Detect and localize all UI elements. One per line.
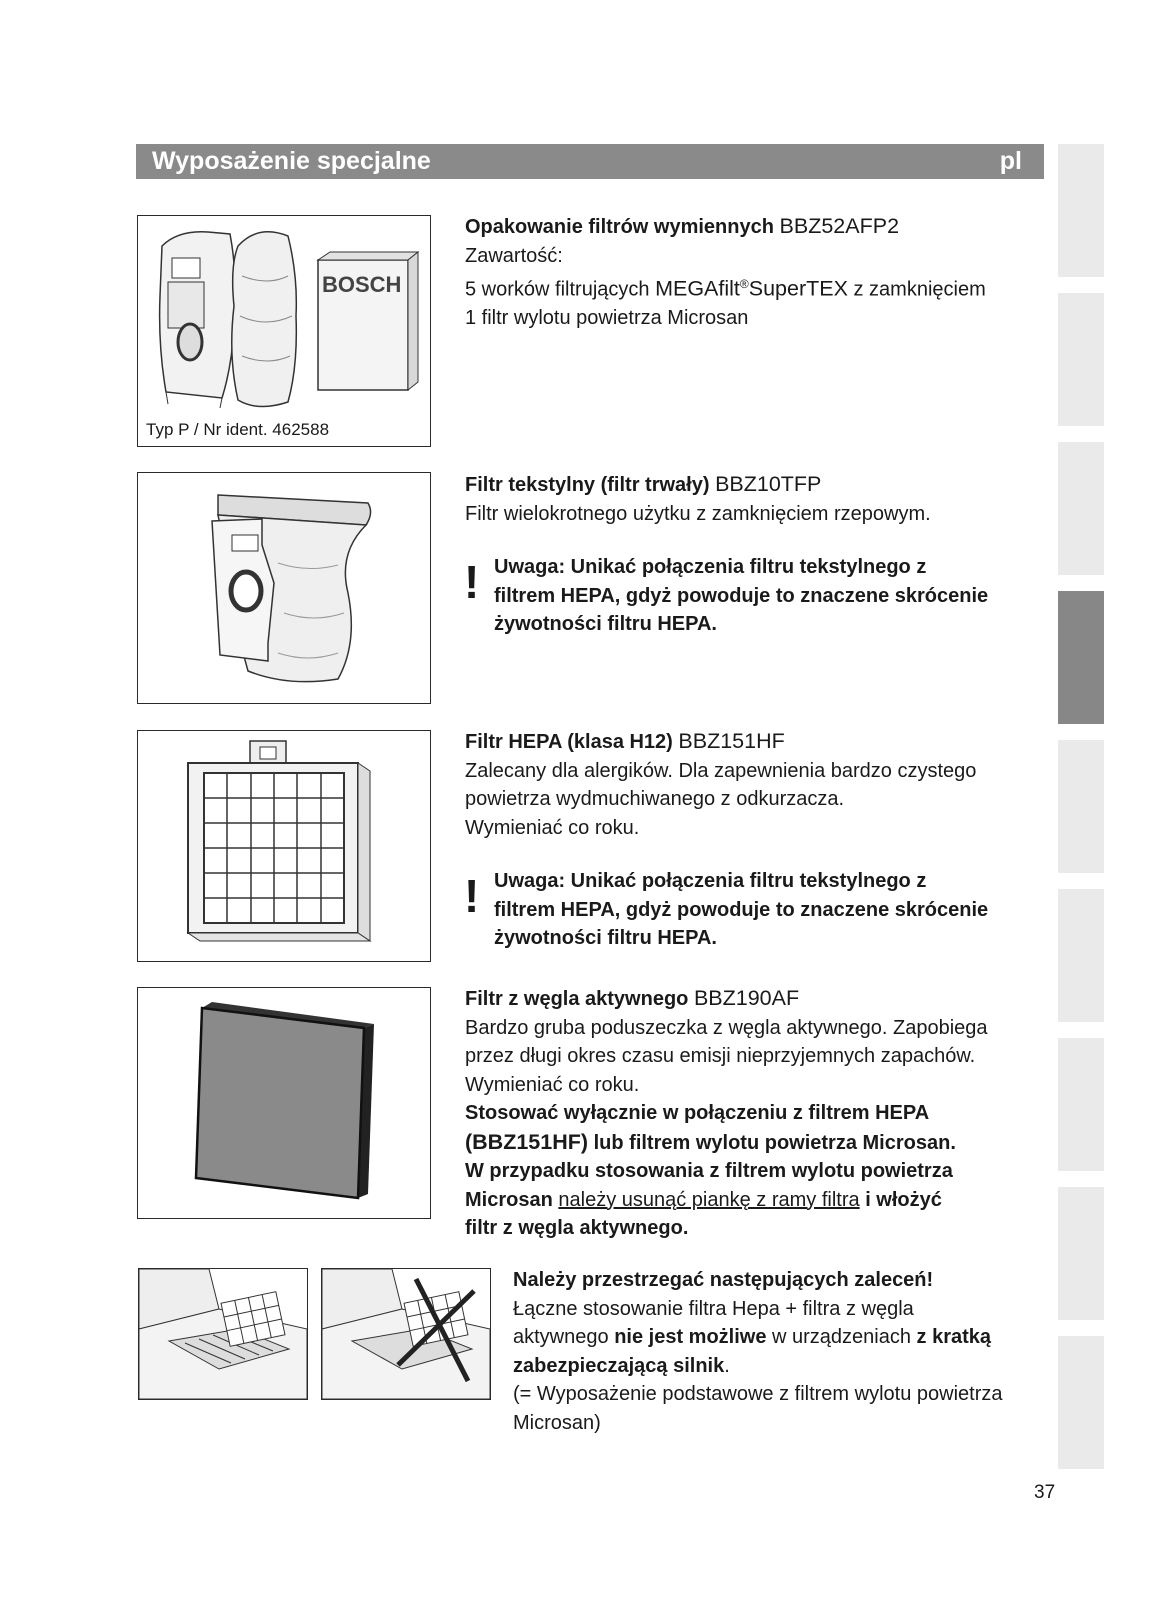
usage-note-line: W przypadku stosowania z filtrem wylotu powietrza [465, 1160, 953, 1182]
recommendation-line: (= Wyposażenie podstawowe z filtrem wylotu powietrza [513, 1383, 1003, 1405]
not-possible-text: nie jest możliwe [614, 1326, 767, 1348]
bag-pack-caption: Typ P / Nr ident. 462588 [146, 420, 330, 439]
warning-icon: ! [464, 870, 480, 922]
chapter-tab[interactable] [1058, 1038, 1104, 1171]
section-title: Wyposażenie specjalne [152, 147, 431, 175]
chapter-tab[interactable] [1058, 889, 1104, 1022]
chapter-tab[interactable] [1058, 293, 1104, 426]
motor-grille-text: z kratką [916, 1326, 992, 1348]
item-filter-pack [465, 212, 1055, 333]
microsan-line: 1 filtr wylotu powietrza Microsan [465, 307, 749, 330]
item-name: Filtr HEPA (klasa H12) [465, 731, 673, 753]
filter-bag-pack-image [137, 215, 431, 447]
textile-warning [494, 553, 1049, 639]
chapter-tab[interactable] [1058, 144, 1104, 277]
recommendation-block [513, 1266, 1043, 1437]
warning-line: żywotności filtru HEPA. [494, 927, 717, 949]
item-description: powietrza wydmuchiwanego z odkurzacza. [465, 788, 845, 810]
usage-note-code: (BBZ151HF) [465, 1129, 589, 1154]
motor-grille-text: zabezpieczającą silnik [513, 1354, 725, 1377]
bag-closure: z zamknięciem [853, 278, 986, 301]
chapter-tab[interactable] [1058, 442, 1104, 575]
box-logo-text: BOSCH [322, 272, 402, 297]
bag-brand: MEGAfilt [655, 276, 740, 301]
chapter-tab-active[interactable] [1058, 591, 1104, 724]
chapter-tab[interactable] [1058, 740, 1104, 873]
registered-mark: ® [739, 277, 749, 291]
item-code: BBZ52AFP2 [779, 214, 900, 238]
item-name: Opakowanie filtrów wymiennych [465, 216, 774, 238]
item-code: BBZ190AF [693, 986, 800, 1010]
usage-note-line: lub filtrem wylotu powietrza Microsan. [593, 1131, 956, 1154]
warning-line: filtrem HEPA, gdyż powoduje to znaczene skrócenie [494, 898, 989, 921]
recommendation-line: Microsan) [513, 1411, 601, 1434]
textile-filter-image [137, 472, 431, 704]
item-description: Bardzo gruba poduszeczka z węgla aktywnego. Zapobiega [465, 1016, 988, 1039]
item-description: Wymieniać co roku. [465, 1073, 640, 1096]
recommendation-word: w urządzeniach [772, 1326, 911, 1348]
foam-removal-note: należy usunąć piankę z ramy filtra [558, 1188, 860, 1211]
bag-count: 5 worków filtrujących [465, 278, 650, 301]
item-textile-filter [465, 470, 1055, 528]
warning-line: filtrem HEPA, gdyż powoduje to znaczene skrócenie [494, 584, 989, 607]
hepa-filter-image [137, 730, 431, 962]
item-description: przez długi okres czasu emisji nieprzyjemnych zapachów. [465, 1045, 976, 1067]
item-description: Zalecany dla alergików. Dla zapewnienia bardzo czystego [465, 759, 977, 782]
item-hepa-filter [465, 727, 1055, 842]
usage-note-word: i włożyć [865, 1188, 942, 1211]
item-description: Filtr wielokrotnego użytku z zamknięciem rzepowym. [465, 502, 931, 525]
vacuum-motor-grille-image [138, 1268, 308, 1400]
warning-line: żywotności filtru HEPA. [494, 613, 717, 635]
vacuum-not-allowed-image [321, 1268, 491, 1400]
recommendation-word: aktywnego [513, 1326, 609, 1348]
recommendation-line: Łączne stosowanie filtra Hepa + filtra z węgla [513, 1297, 914, 1320]
bag-brand-suffix: SuperTEX [748, 276, 848, 301]
recommendation-title: Należy przestrzegać następujących zaleceń! [513, 1269, 934, 1291]
chapter-tab[interactable] [1058, 1187, 1104, 1320]
section-header [136, 144, 1044, 179]
page-number: 37 [1034, 1482, 1056, 1503]
item-name: Filtr z węgla aktywnego [465, 988, 689, 1010]
item-code: BBZ10TFP [715, 472, 822, 496]
usage-note-word: Microsan [465, 1188, 553, 1211]
item-contents-label: Zawartość: [465, 244, 563, 267]
usage-note-line: Stosować wyłącznie w połączeniu z filtrem HEPA [465, 1102, 930, 1124]
item-carbon-filter [465, 984, 1055, 1243]
language-code: pl [999, 147, 1022, 175]
usage-note-line: filtr z węgla aktywnego. [465, 1217, 689, 1239]
carbon-filter-image [137, 987, 431, 1219]
hepa-warning [494, 867, 1049, 953]
warning-line: Uwaga: Unikać połączenia filtru tekstylnego z [494, 556, 927, 578]
item-description: Wymieniać co roku. [465, 816, 640, 839]
chapter-tab[interactable] [1058, 1336, 1104, 1469]
item-code: BBZ151HF [678, 729, 785, 753]
item-name: Filtr tekstylny (filtr trwały) [465, 474, 710, 496]
recommendation-word: . [724, 1354, 730, 1377]
warning-line: Uwaga: Unikać połączenia filtru tekstylnego z [494, 870, 927, 892]
warning-icon: ! [464, 556, 480, 608]
